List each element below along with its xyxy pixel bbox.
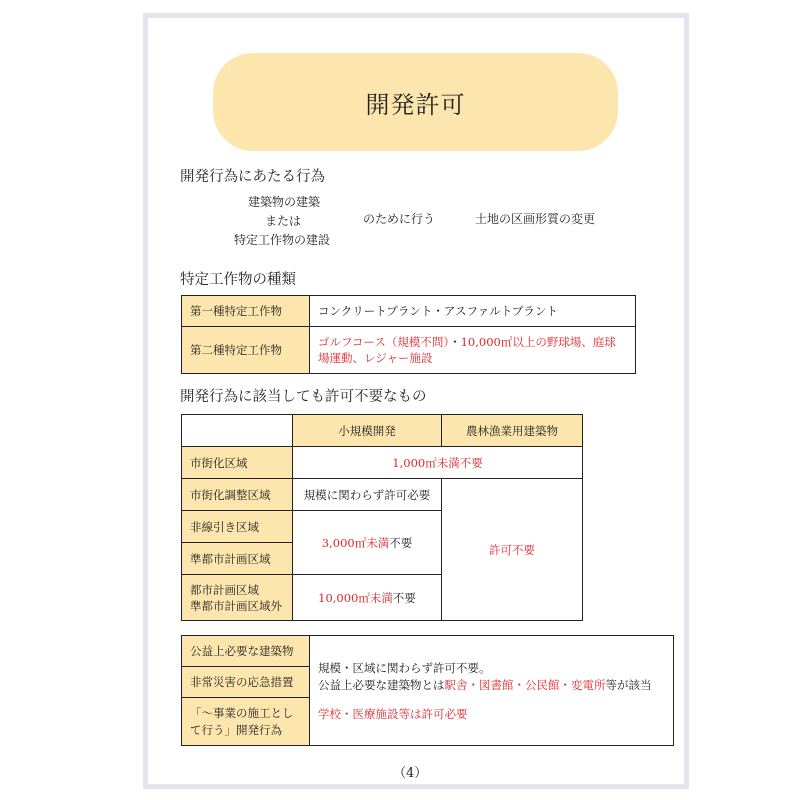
section-heading-structure-types: 特定工作物の種類 [180,272,296,288]
text-desc-line2 [318,677,665,694]
text-land-change: 土地の区画形質の変更 [475,212,596,226]
public-exemption-table [181,635,674,746]
text-desc-b: 等が該当 [605,678,652,692]
text-red-fields: 10,000㎡以上の野球場、庭球場運動、レジャー施設 [318,335,616,365]
section-heading-development-act: 開発行為にあたる行為 [180,169,325,185]
exemption-table [181,414,583,621]
page-number: （4） [393,766,428,781]
text-building-construction: 建築物の建築 [248,195,321,209]
text-red-10000: 10,000㎡未満 [318,590,393,605]
table-row-label: 非常災害の応急措置 [182,667,310,698]
table-row-label: 非線引き区域 [182,511,293,543]
table-cell-value [293,575,442,621]
table-cell-label: 第二種特定工作物 [182,327,310,374]
table-cell-agri-value: 許可不要 [442,479,583,621]
table-cell-value: コンクリートプラント・アスファルトプラント [310,296,636,327]
text-desc-red: 駅舎・図書館・公民館・変電所 [444,678,606,692]
table-corner-cell [182,415,293,447]
section-heading-exemptions: 開発行為に該当しても許可不要なもの [180,389,427,405]
text-row3-line2: て行う」開発行為 [190,722,282,737]
text-separator: ・ [449,335,461,349]
text-red-golf: ゴルフコース（規模不問） [318,335,450,349]
table-header-small-scale: 小規模開発 [293,415,442,447]
table-cell-description [310,636,674,746]
table-cell-label: 第一種特定工作物 [182,296,310,327]
table-cell-value: 規模に関わらず許可必要 [293,479,442,511]
text-not-required: 不要 [389,535,413,550]
text-or: または [265,214,302,228]
text-label-b: 準都市計画区域外 [190,598,282,613]
table-cell-value [310,327,636,374]
text-desc-line3: 学校・医療施設等は許可必要 [318,707,468,721]
table-row-label: 市街化区域 [182,447,293,479]
text-desc-a: 公益上必要な建築物とは [318,678,445,692]
table-row-label [182,698,310,746]
table-cell-value: 1,000㎡未満不要 [293,447,583,479]
structure-types-table [181,295,636,374]
table-row-label: 市街化調整区域 [182,479,293,511]
text-label-a: 都市計画区域 [190,582,259,597]
table-row-label: 公益上必要な建築物 [182,636,310,667]
table-row-label: 準都市計画区域 [182,543,293,575]
table-cell-value [293,511,442,575]
text-row3-line1: 「～事業の施工とし [190,705,294,720]
table-header-agriculture: 農林漁業用建築物 [442,415,583,447]
text-not-required: 不要 [392,590,416,605]
text-specific-structure-construction: 特定工作物の建設 [234,233,331,247]
page-title: 開発許可 [213,53,618,151]
table-row-label [182,575,293,621]
text-desc-line1: 規模・区域に関わらず許可不要。 [318,661,491,675]
text-for-purpose: のために行う [363,212,436,226]
text-red-3000: 3,000㎡未満 [321,535,390,550]
